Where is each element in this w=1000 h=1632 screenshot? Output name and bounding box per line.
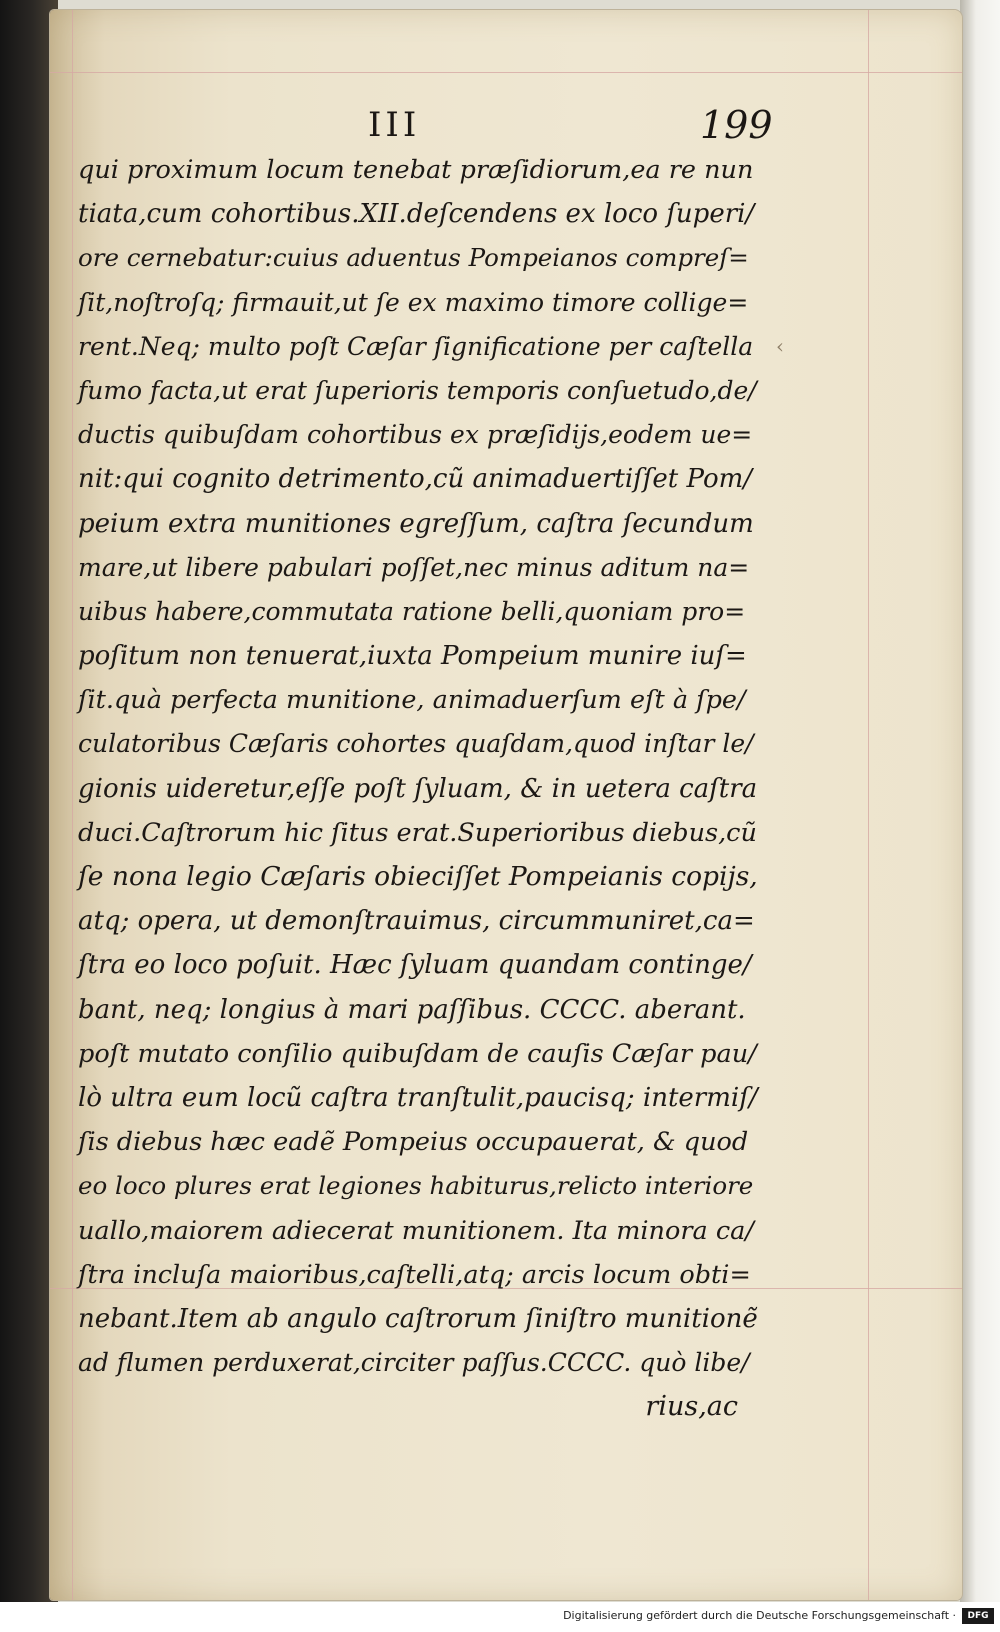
text-line: bant, neq; longius à mari paſſibus. CCCC. aberant. xyxy=(78,994,746,1025)
text-line: poſt mutato conſilio quibuſdam de cauſis Cæſar pau/ xyxy=(78,1038,757,1069)
scan-right-margin xyxy=(960,0,1000,1632)
text-line: ſtra eo loco poſuit. Hæc ſyluam quandam continge/ xyxy=(78,950,752,981)
text-line: rent.Neq; multo poſt Cæſar ſignificatione per caſtella xyxy=(78,331,754,361)
text-line: peium extra munitiones egreſſum, caſtra ſecundum xyxy=(78,508,754,539)
text-line: fumo facta,ut erat ſuperioris temporis conſuetudo,de/ xyxy=(78,375,757,405)
text-line: ore cernebatur:cuius aduentus Pompeianos compreſ= xyxy=(78,243,749,273)
funding-credit: Digitalisierung gefördert durch die Deutsche Forschungsgemeinschaft · xyxy=(563,1609,956,1622)
text-line: ſit.quà perfecta munitione, animaduerſum eſt à ſpe/ xyxy=(78,685,746,716)
catchword: rius,ac xyxy=(645,1391,738,1423)
book-number: III xyxy=(368,105,421,145)
digitization-footer xyxy=(0,1602,1000,1632)
margin-mark: ‹ xyxy=(776,334,784,358)
text-line: ductis quibuſdam cohortibus ex præſidijs,eodem ue= xyxy=(78,420,753,450)
text-line: nit:qui cognito detrimento,cũ animaduertiſſet Pom/ xyxy=(78,464,753,495)
text-line: uallo,maiorem adiecerat munitionem. Ita minora ca/ xyxy=(78,1215,754,1246)
text-line: nebant.Item ab angulo caſtrorum ſiniſtro munitionẽ xyxy=(78,1303,758,1334)
body-text xyxy=(78,148,758,1429)
text-line: duci.Caſtrorum hic ſitus erat.Superioribus diebus,cũ xyxy=(78,817,757,848)
text-line: eo loco plures erat legiones habiturus,relicto interiore xyxy=(78,1171,754,1201)
text-line: ſit,noſtroſq; firmauit,ut ſe ex maximo timore collige= xyxy=(78,287,749,317)
text-line: poſitum non tenuerat,iuxta Pompeium munire iuſ= xyxy=(78,641,747,672)
page-ruling-right xyxy=(868,10,869,1600)
text-line: lò ultra eum locũ caſtra tranſtulit,paucisq; intermiſ/ xyxy=(78,1082,758,1113)
page-ruling-top xyxy=(50,72,962,73)
text-line: culatoribus Cæſaris cohortes quaſdam,quod inſtar le/ xyxy=(78,729,754,759)
text-line: ad flumen perduxerat,circiter paſſus.CCCC. quò libe/ xyxy=(78,1348,750,1378)
text-line: tiata,cum cohortibus.XII.deſcendens ex loco ſuperi/ xyxy=(78,199,755,230)
text-line: mare,ut libere pabulari poſſet,nec minus aditum na= xyxy=(78,552,750,582)
page-ruling-left xyxy=(72,10,73,1600)
text-line: uibus habere,commutata ratione belli,quoniam pro= xyxy=(78,596,746,626)
text-line: ſe nona legio Cæſaris obieciſſet Pompeianis copijs, xyxy=(78,861,758,892)
text-line: ſtra incluſa maioribus,caſtelli,atq; arcis locum obti= xyxy=(78,1259,751,1290)
text-line: ſis diebus hæc eadẽ Pompeius occupauerat, & quod xyxy=(78,1127,749,1158)
text-line: atq; opera, ut demonſtrauimus, circummuniret,ca= xyxy=(78,906,755,937)
dfg-logo: DFG xyxy=(962,1608,994,1624)
page-number: 199 xyxy=(700,103,773,147)
text-line: qui proximum locum tenebat præſidiorum,ea re nun xyxy=(78,155,754,185)
text-line: gionis uideretur,eſſe poſt ſyluam, & in uetera caſtra xyxy=(78,773,758,804)
